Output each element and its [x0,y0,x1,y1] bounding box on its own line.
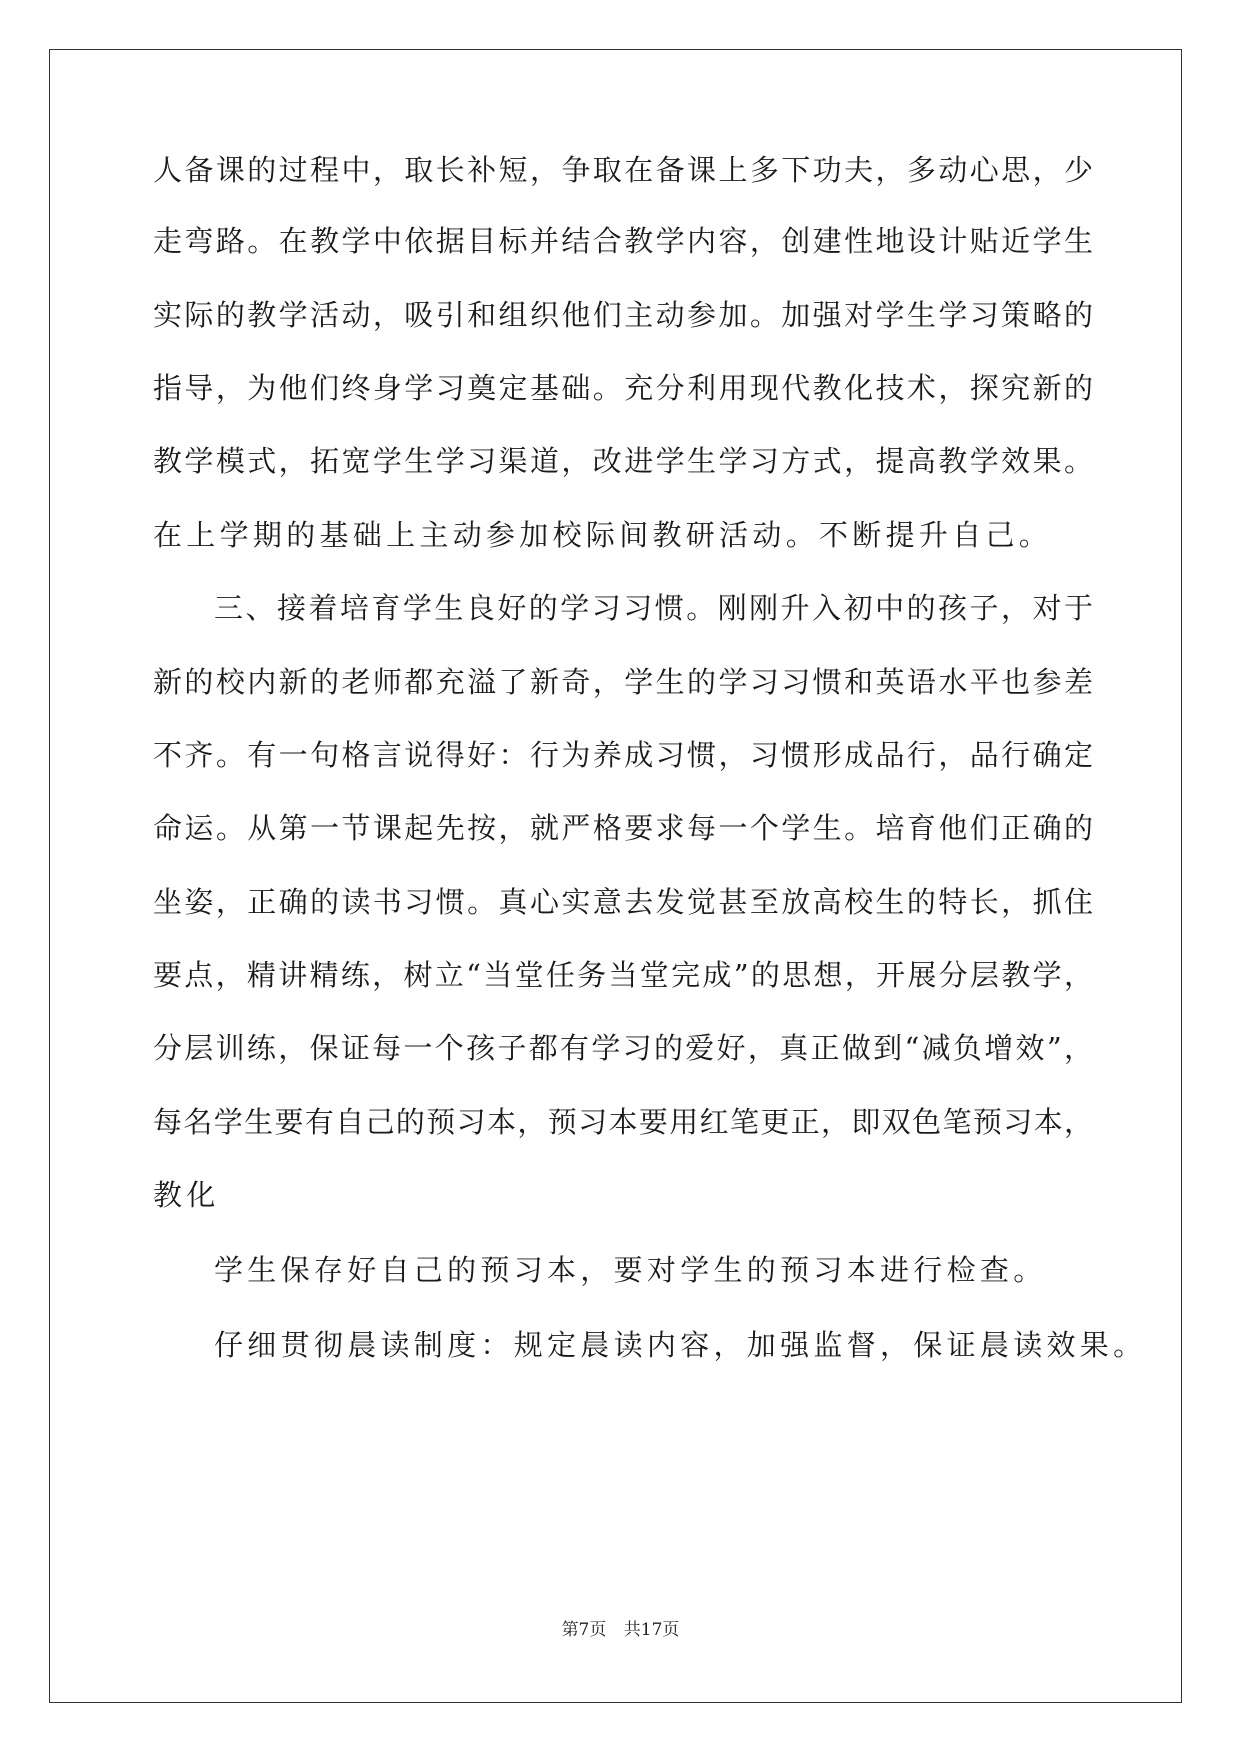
page-number: 第7页 [561,1620,607,1640]
body-text-line: 学生保存好自己的预习本，要对学生的预习本进行检查。 [214,1253,1047,1287]
body-text-line: 指导，为他们终身学习奠定基础。充分利用现代教化技术，探究新的 [153,371,1093,405]
body-text-line: 在上学期的基础上主动参加校际间教研活动。不断提升自己。 [153,518,1053,552]
body-text-line: 命运。从第一节课起先按，就严格要求每一个学生。培育他们正确的 [153,811,1093,845]
page-total: 共17页 [623,1620,680,1640]
body-text-line: 教化 [153,1178,220,1212]
body-text-line: 坐姿，正确的读书习惯。真心实意去发觉甚至放高校生的特长，抓住 [153,885,1093,919]
body-text-line: 要点，精讲精练，树立“当堂任务当堂完成”的思想，开展分层教学， [153,958,1093,992]
body-text-line: 分层训练，保证每一个孩子都有学习的爱好，真正做到“减负增效”， [153,1031,1093,1065]
body-text-line: 每名学生要有自己的预习本，预习本要用红笔更正，即双色笔预习本， [153,1105,1093,1139]
page-footer [0,1616,1241,1644]
body-text-line: 实际的教学活动，吸引和组织他们主动参加。加强对学生学习策略的 [153,298,1093,332]
body-text-line: 走弯路。在教学中依据目标并结合教学内容，创建性地设计贴近学生 [153,224,1093,258]
body-text-line: 新的校内新的老师都充溢了新奇，学生的学习习惯和英语水平也参差 [153,665,1093,699]
body-text-line: 人备课的过程中，取长补短，争取在备课上多下功夫，多动心思，少 [153,153,1093,187]
body-text-line: 不齐。有一句格言说得好：行为养成习惯，习惯形成品行，品行确定 [153,738,1093,772]
body-text-line: 教学模式，拓宽学生学习渠道，改进学生学习方式，提高教学效果。 [153,444,1093,478]
body-text-line: 仔细贯彻晨读制度：规定晨读内容，加强监督，保证晨读效果。 [214,1328,1147,1362]
body-text-line: 三、接着培育学生良好的学习习惯。刚刚升入初中的孩子，对于 [214,591,1093,625]
